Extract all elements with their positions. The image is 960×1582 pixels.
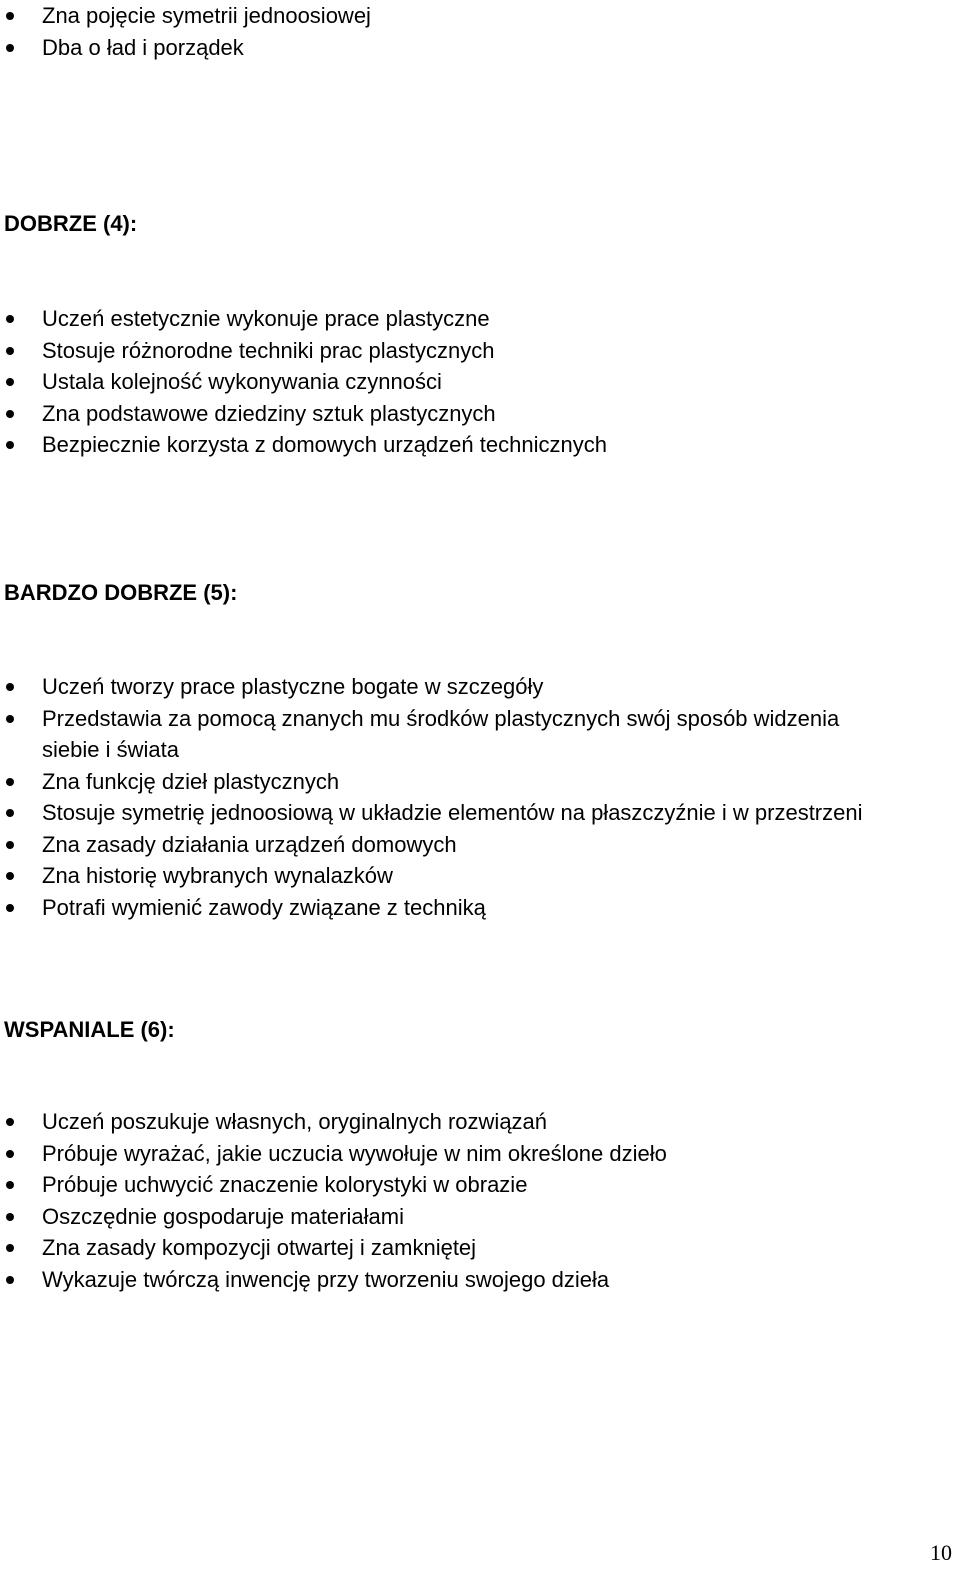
list-item: Uczeń estetycznie wykonuje prace plastyczne [0, 303, 902, 335]
list-item: Oszczędnie gospodaruje materiałami [0, 1201, 902, 1233]
list-item: Zna zasady działania urządzeń domowych [0, 829, 902, 861]
section-list-dobrze [0, 303, 902, 461]
section-heading-dobrze: DOBRZE (4): [4, 211, 138, 236]
list-item: Zna pojęcie symetrii jednoosiowej [0, 0, 902, 32]
section-list-wspaniale [0, 1106, 902, 1295]
list-item: Uczeń tworzy prace plastyczne bogate w szczegóły [0, 671, 902, 703]
list-item: Potrafi wymienić zawody związane z techniką [0, 892, 902, 924]
section-heading-bardzo-dobrze: BARDZO DOBRZE (5): [4, 580, 238, 605]
section-list-bardzo-dobrze [0, 671, 902, 923]
list-item: Stosuje różnorodne techniki prac plastycznych [0, 335, 902, 367]
list-item: Dba o ład i porządek [0, 32, 902, 64]
list-item: Stosuje symetrię jednoosiową w układzie elementów na płaszczyźnie i w przestrzeni [0, 797, 902, 829]
section-heading-wspaniale: WSPANIALE (6): [4, 1017, 175, 1042]
list-item: Zna funkcję dzieł plastycznych [0, 766, 902, 798]
list-item: Przedstawia za pomocą znanych mu środków plastycznych swój sposób widzenia siebie i świata [0, 703, 902, 766]
list-item: Zna podstawowe dziedziny sztuk plastycznych [0, 398, 902, 430]
list-item: Bezpiecznie korzysta z domowych urządzeń technicznych [0, 429, 902, 461]
list-item: Wykazuje twórczą inwencję przy tworzeniu swojego dzieła [0, 1264, 902, 1296]
list-item: Próbuje wyrażać, jakie uczucia wywołuje w nim określone dzieło [0, 1138, 902, 1170]
top-criteria-list [0, 0, 902, 63]
list-item: Uczeń poszukuje własnych, oryginalnych rozwiązań [0, 1106, 902, 1138]
list-item: Ustala kolejność wykonywania czynności [0, 366, 902, 398]
list-item: Zna zasady kompozycji otwartej i zamkniętej [0, 1232, 902, 1264]
list-item: Zna historię wybranych wynalazków [0, 860, 902, 892]
page-number: 10 [930, 1540, 952, 1565]
list-item: Próbuje uchwycić znaczenie kolorystyki w obrazie [0, 1169, 902, 1201]
